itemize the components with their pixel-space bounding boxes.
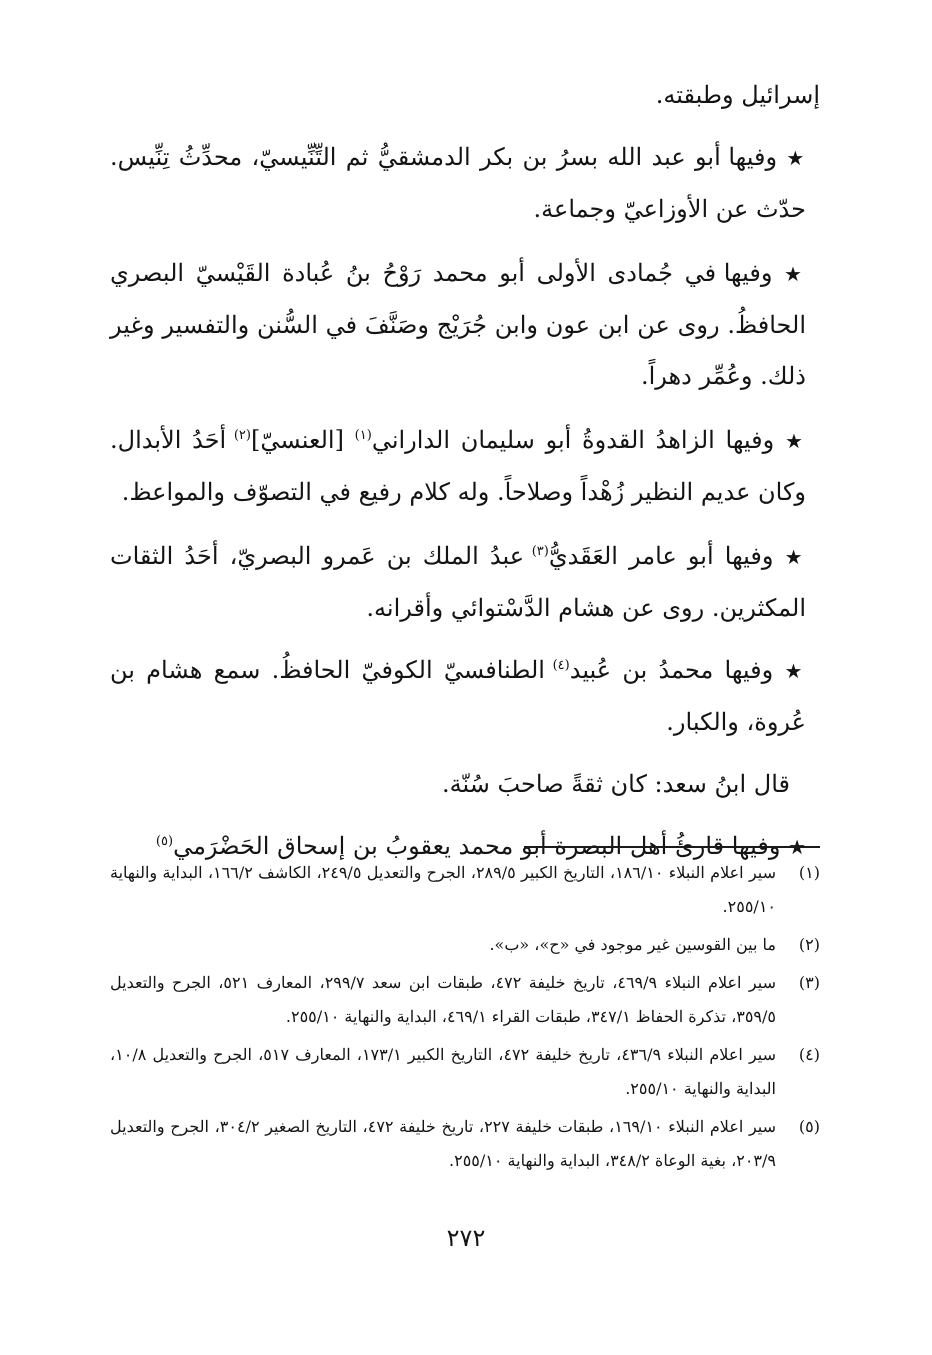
footnote-ref-4[interactable]: (٤): [552, 658, 570, 673]
footnote-4: [110, 1038, 820, 1106]
footnote-1: [110, 856, 820, 924]
paragraph-4-text-a: وفيها الزاهدُ القدوةُ أبو سليمان الداراني: [371, 426, 775, 454]
footnote-ref-5[interactable]: (٥): [155, 834, 174, 849]
footnote-number: (٤): [798, 1045, 820, 1064]
star-icon: ★: [786, 146, 806, 170]
footnote-ref-3[interactable]: (٣): [531, 544, 549, 559]
footnote-ref-1[interactable]: (١): [354, 428, 372, 443]
paragraph-3-text: وفيها في جُمادى الأولى أبو محمد رَوْحُ بنُ عُبادة القَيْسيّ البصري الحافظُ. روى عن ابن عون وابن جُرَيْج وصَنَّفَ في السُّنن والتفسير وغير ذلك. وعُمِّر دهراً.: [110, 259, 806, 390]
paragraph-6-text-a: وفيها محمدُ بن عُبيد: [569, 656, 774, 684]
footnote-number: (٢): [798, 935, 820, 954]
paragraph-6-text-b: الطنافسيّ الكوفيّ الحافظُ. سمع هشام بن عُروة، والكبار.: [110, 656, 806, 736]
footnote-text: سير اعلام النبلاء ١٦٩/١٠، طبقات خليفة ٢٢٧، تاريخ خليفة ٤٧٢، التاريخ الصغير ٣٠٤/٢، الجرح والتعديل ٢٠٣/٩، بغية الوعاة ٣٤٨/٢، البداية والنهاية ٢٥٥/١٠.: [110, 1117, 777, 1170]
footnote-number: (١): [798, 863, 820, 882]
paragraph-5-text-b: عبدُ الملك بن عَمرو البصريّ، أحَدُ الثقات المكثرين. روى عن هشام الدَّسْتوائي وأقرانه.: [110, 542, 806, 622]
paragraph-1-text: إسرائيل وطبقته.: [655, 81, 820, 109]
paragraph-8-text: وفيها قارئُ أهل البصرة أبو محمد يعقوبُ بن إسحاق الحَضْرَمي: [173, 832, 781, 860]
paragraph-4-text-b: [العنسيّ]: [250, 426, 355, 454]
paragraph-2-text: وفيها أبو عبد الله بسرُ بن بكر الدمشقيُّ ثم التِّنِّيسيّ، محدِّثُ تِنِّيس. حدّث عن الأوزاعيّ وجماعة.: [110, 143, 806, 223]
paragraph-2: [110, 132, 820, 235]
main-text: [110, 70, 820, 873]
star-icon: ★: [788, 835, 806, 859]
footnote-5: [110, 1110, 820, 1178]
footnotes: [110, 856, 820, 1178]
footnote-text: سير اعلام النبلاء ٤٣٦/٩، تاريخ خليفة ٤٧٢، التاريخ الكبير ١٧٣/١، المعارف ٥١٧، الجرح والتعديل ١٠/٨، البداية والنهاية ٢٥٥/١٠.: [110, 1045, 777, 1098]
paragraph-6: [110, 645, 820, 748]
star-icon: ★: [784, 429, 807, 453]
page-number: ٢٧٢: [446, 1224, 486, 1252]
footnote-number: (٣): [798, 973, 820, 992]
star-icon: ★: [784, 659, 806, 683]
paragraph-7-text: قال ابنُ سعد: كان ثقةً صاحبَ سُنّة.: [442, 770, 790, 798]
footnote-text: ما بين القوسين غير موجود في «ح»، «ب».: [489, 935, 776, 954]
footnote-text: سير اعلام النبلاء ٤٦٩/٩، تاريخ خليفة ٤٧٢، طبقات ابن سعد ٢٩٩/٧، المعارف ٥٢١، الجرح والتعديل ٣٥٩/٥، تذكرة الحفاظ ٣٤٧/١، طبقات القراء ٤٦٩/١، البداية والنهاية ٢٥٥/١٠.: [110, 973, 776, 1026]
footnote-number: (٥): [798, 1117, 820, 1136]
footnote-ref-2[interactable]: (٢): [233, 428, 251, 443]
star-icon: ★: [784, 545, 806, 569]
footnote-text: سير اعلام النبلاء ١٨٦/١٠، التاريخ الكبير ٢٨٩/٥، الجرح والتعديل ٢٤٩/٥، الكاشف ١٦٦/٢، البداية والنهاية ٢٥٥/١٠.: [110, 863, 777, 916]
footnote-3: [110, 966, 820, 1034]
paragraph-4: [110, 415, 820, 518]
paragraph-3: [110, 248, 820, 402]
paragraph-5-text-a: وفيها أبو عامر العَقَديُّ: [548, 542, 774, 570]
footnote-2: [110, 928, 820, 962]
footnote-divider: [524, 846, 820, 848]
star-icon: ★: [784, 262, 806, 286]
paragraph-1: [110, 70, 820, 121]
paragraph-4-text-c: أحَدُ الأبدال. وكان عديم النظير زُهْداً وصلاحاً. وله كلام رفيع في التصوّف والمواعظ.: [110, 426, 806, 506]
paragraph-5: [110, 531, 820, 634]
paragraph-7: [110, 759, 820, 810]
